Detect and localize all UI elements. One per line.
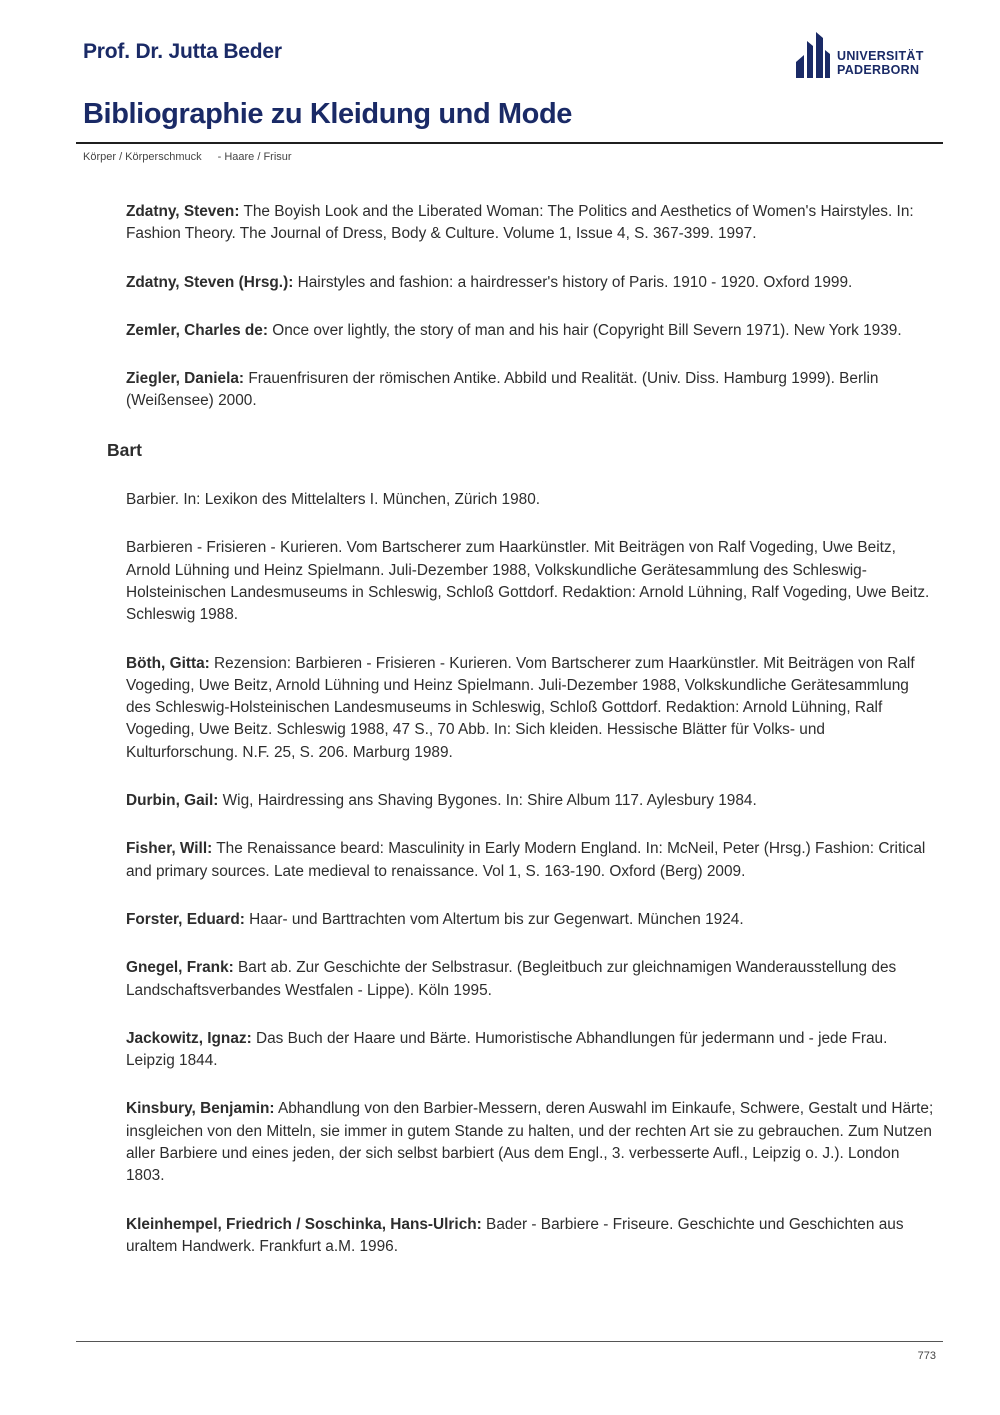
entry-text: The Boyish Look and the Liberated Woman: The Politics and Aesthetics of Women's Hairstyles. In: Fashion Theory. The Journal of Dress, Body & Culture. Volume 1, Issue 4, S. 367-399. 1997. [126, 203, 914, 243]
bibliography-entry [126, 1028, 934, 1073]
entry-author: Böth, Gitta: [126, 654, 210, 672]
entry-text: Rezension: Barbieren - Frisieren - Kurieren. Vom Bartscherer zum Haarkünstler. Mit Beiträgen von Ralf Vogeding, Uwe Beitz, Arnold Lühning und Heinz Spielmann. Juli-Dezember 1988, Volkskundliche Gerätesammlung des Schleswig-Holsteinischen Landesmuseums in Schleswig, Schloß Gottdorf. Redaktion: Arnold Lühning, Ralf Vogeding, Uwe Beitz. Schleswig 1988, 47 S., 70 Abb. In: Sich kleiden. Hessische Blätter für Volks- und Kulturforschung. N.F. 25, S. 206. Marburg 1989. [126, 654, 915, 761]
university-emblem-icon [794, 32, 834, 82]
title-divider [76, 142, 943, 144]
entry-text: Wig, Hairdressing ans Shaving Bygones. In: Shire Album 117. Aylesbury 1984. [218, 792, 757, 810]
breadcrumb [83, 151, 292, 163]
footer-divider [76, 1341, 943, 1342]
logo-line-2: PADERBORN [837, 63, 920, 77]
bibliography-entry [126, 790, 934, 812]
university-logo [794, 32, 934, 82]
entry-text: Frauenfrisuren der römischen Antike. Abbild und Realität. (Univ. Diss. Hamburg 1999). Berlin (Weißensee) 2000. [126, 370, 879, 410]
section-heading-bart: Bart [107, 439, 143, 460]
entry-text: Bart ab. Zur Geschichte der Selbstrasur. (Begleitbuch zur gleichnamigen Wanderausstellung des Landschaftsverbandes Westfalen - Lippe). Köln 1995. [126, 959, 897, 999]
bibliography-entry [126, 909, 934, 931]
entry-text: Barbier. In: Lexikon des Mittelalters I. München, Zürich 1980. [126, 491, 541, 509]
bibliography-list [107, 201, 934, 1284]
bibliography-entry [126, 838, 934, 883]
entry-author: Zemler, Charles de: [126, 321, 268, 339]
entry-text: Haar- und Barttrachten vom Altertum bis zur Gegenwart. München 1924. [244, 910, 744, 928]
bibliography-entry [126, 957, 934, 1002]
entry-text: Barbieren - Frisieren - Kurieren. Vom Bartscherer zum Haarkünstler. Mit Beiträgen von Ralf Vogeding, Uwe Beitz, Arnold Lühning und Heinz Spielmann. Juli-Dezember 1988, Volkskundliche Gerätesammlung des Schleswig-Holsteinischen Landesmuseums in Schleswig, Schloß Gottdorf. Redaktion: Arnold Lühning, Ralf Vogeding, Uwe Beitz. Schleswig 1988. [126, 539, 930, 624]
entry-author: Durbin, Gail: [126, 792, 219, 810]
entry-text: Once over lightly, the story of man and his hair (Copyright Bill Severn 1971). New York 1939. [268, 321, 902, 339]
entry-author: Fisher, Will: [126, 840, 213, 858]
entry-text: Bader - Barbiere - Friseure. Geschichte und Geschichten aus uraltem Handwerk. Frankfurt a.M. 1996. [126, 1215, 904, 1255]
bibliography-entry [126, 201, 934, 246]
bibliography-entry [126, 272, 934, 294]
page-number: 773 [917, 1350, 936, 1362]
entry-author: Forster, Eduard: [126, 910, 245, 928]
bibliography-entry [126, 653, 934, 764]
bibliography-entry [126, 1214, 934, 1259]
logo-line-1: UNIVERSITÄT [837, 49, 924, 63]
entry-author: Zdatny, Steven: [126, 203, 240, 220]
breadcrumb-item-haare: - Haare / Frisur [217, 151, 292, 163]
entry-author: Kleinhempel, Friedrich / Soschinka, Hans-Ulrich: [126, 1215, 482, 1233]
entry-text: The Renaissance beard: Masculinity in Early Modern England. In: McNeil, Peter (Hrsg.) Fashion: Critical and primary sources. Late medieval to renaissance. Vol 1, S. 163-190. Oxford (Berg) 2009. [126, 840, 926, 880]
entry-author: Zdatny, Steven (Hrsg.): [126, 273, 294, 291]
entry-text: Das Buch der Haare und Bärte. Humoristische Abhandlungen für jedermann und - jede Frau. Leipzig 1844. [126, 1029, 888, 1070]
breadcrumb-item-koerper: Körper / Körperschmuck [83, 151, 202, 163]
entry-author: Jackowitz, Ignaz: [126, 1029, 252, 1047]
bibliography-entry [126, 368, 934, 413]
bibliography-entry [126, 537, 934, 626]
entry-author: Ziegler, Daniela: [126, 370, 245, 388]
entry-author: Gnegel, Frank: [126, 959, 234, 977]
entry-text: Hairstyles and fashion: a hairdresser's history of Paris. 1910 - 1920. Oxford 1999. [293, 273, 853, 291]
document-title: Bibliographie zu Kleidung und Mode [83, 98, 573, 130]
bibliography-entry [126, 489, 934, 511]
entry-author: Kinsbury, Benjamin: [126, 1100, 275, 1118]
bibliography-entry [126, 1098, 934, 1187]
author-name: Prof. Dr. Jutta Beder [83, 40, 282, 63]
entry-text: Abhandlung von den Barbier-Messern, deren Auswahl im Einkaufe, Schwere, Gestalt und Härte; insgleichen von den Mitteln, sie immer in gutem Stande zu halten, und der rechten Art sie zu gebrauchen. Zum Nutzen aller Barbiere und eines jeden, der sich selbst barbiert (Aus dem Engl., 3. verbesserte Aufl., Leipzig o. J.). London 1803. [126, 1100, 934, 1185]
bibliography-entry [126, 320, 934, 342]
